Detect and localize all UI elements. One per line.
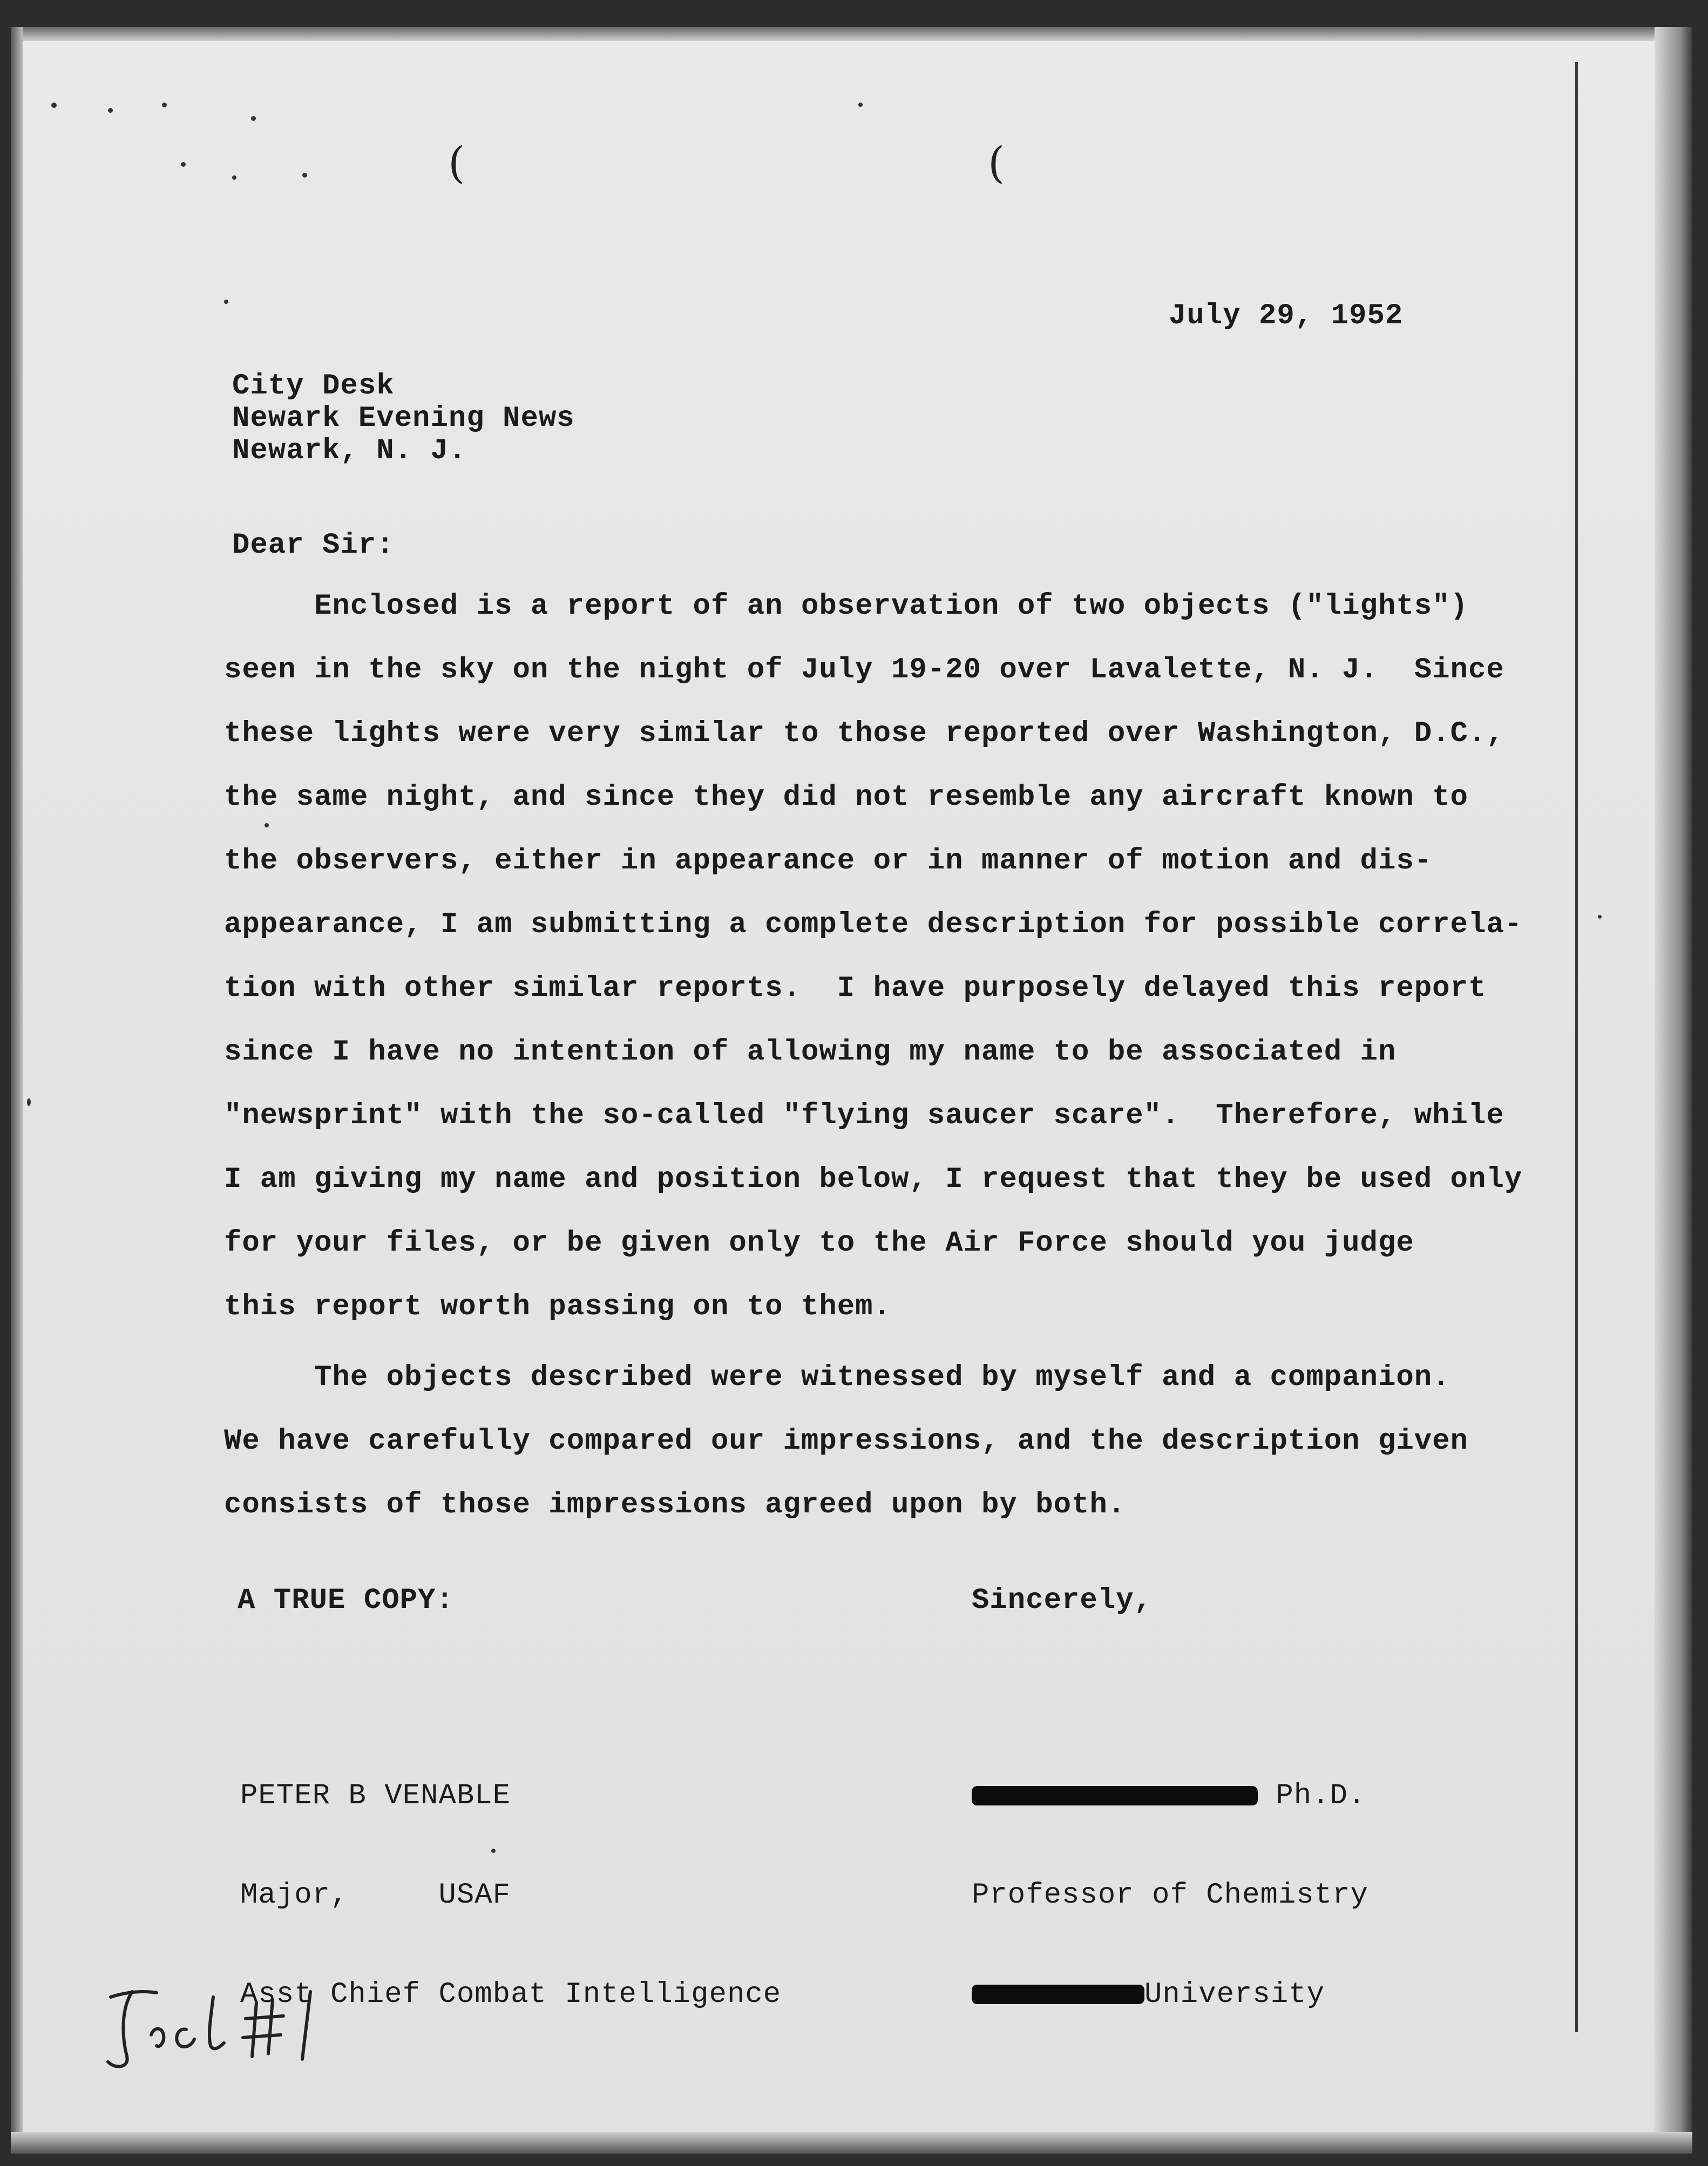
- paragraph-1: [224, 575, 1523, 1339]
- page-edge-bottom: [11, 2132, 1692, 2154]
- closing: Sincerely,: [972, 1584, 1153, 1617]
- scan-speck: [232, 175, 236, 180]
- stray-mark: (: [448, 138, 465, 188]
- text-line: We have carefully compared our impressions, and the description given: [224, 1425, 1468, 1458]
- signer-institution: University: [1144, 1978, 1325, 2011]
- text-line: "newsprint" with the so-called "flying saucer scare". Therefore, while: [224, 1099, 1504, 1132]
- recipient-line: Newark Evening News: [232, 402, 575, 435]
- signer-block: [972, 1714, 1368, 2077]
- scan-speck: [181, 162, 186, 167]
- text-line: I am giving my name and position below, I request that they be used only: [224, 1163, 1523, 1196]
- scan-speck: [27, 1098, 31, 1106]
- margin-rule: [1575, 62, 1578, 2032]
- page-edge-left: [11, 27, 23, 2154]
- true-copy-label: A TRUE COPY:: [238, 1584, 454, 1617]
- signer-name-line: [972, 1780, 1368, 1813]
- page-edge-right: [1655, 27, 1692, 2154]
- text-line: tion with other similar reports. I have purposely delayed this report: [224, 972, 1487, 1005]
- handwritten-note: [100, 1975, 337, 2078]
- text-line: seen in the sky on the night of July 19-20 over Lavalette, N. J. Since: [224, 654, 1504, 687]
- scan-speck: [251, 116, 256, 121]
- text-line: appearance, I am submitting a complete description for possible correla-: [224, 908, 1523, 941]
- scan-speck: [224, 300, 228, 304]
- scan-speck: [1598, 915, 1602, 919]
- paragraph-2: [224, 1346, 1468, 1537]
- certifier-rank: Major, USAF: [240, 1879, 511, 1912]
- scan-speck: [108, 108, 113, 113]
- text-line: the observers, either in appearance or in manner of motion and dis-: [224, 845, 1433, 878]
- recipient-line: City Desk: [232, 370, 395, 403]
- stray-mark: (: [988, 138, 1005, 188]
- page-edge-top: [11, 27, 1692, 41]
- text-line: consists of those impressions agreed upon by both.: [224, 1489, 1126, 1522]
- letter-date: July 29, 1952: [1169, 300, 1404, 332]
- signer-title: Professor of Chemistry: [972, 1879, 1368, 1912]
- redaction-bar: [972, 1786, 1258, 1805]
- text-line: The objects described were witnessed by myself and a companion.: [224, 1361, 1451, 1394]
- text-line: since I have no intention of allowing my name to be associated in: [224, 1036, 1397, 1069]
- text-line: Enclosed is a report of an observation of two objects ("lights"): [224, 590, 1468, 623]
- certifier-name: PETER B VENABLE: [240, 1780, 511, 1812]
- scan-speck: [162, 103, 167, 107]
- text-line: for your files, or be given only to the Air Force should you judge: [224, 1227, 1414, 1260]
- salutation: Dear Sir:: [232, 529, 395, 562]
- certifier-position: Asst Chief Combat Intelligence: [240, 1978, 782, 2011]
- text-line: these lights were very similar to those reported over Washington, D.C.,: [224, 717, 1504, 750]
- text-line: the same night, and since they did not resemble any aircraft known to: [224, 781, 1468, 814]
- scan-speck: [858, 103, 863, 107]
- redaction-bar: [972, 1985, 1144, 2004]
- text-line: this report worth passing on to them.: [224, 1291, 891, 1323]
- handwritten-incl-1: [100, 1975, 337, 2078]
- signer-institution-line: [972, 1978, 1368, 2012]
- scan-speck: [51, 103, 57, 108]
- signer-degree: Ph.D.: [1276, 1780, 1366, 1812]
- recipient-line: Newark, N. J.: [232, 434, 467, 467]
- scan-speck: [302, 173, 307, 178]
